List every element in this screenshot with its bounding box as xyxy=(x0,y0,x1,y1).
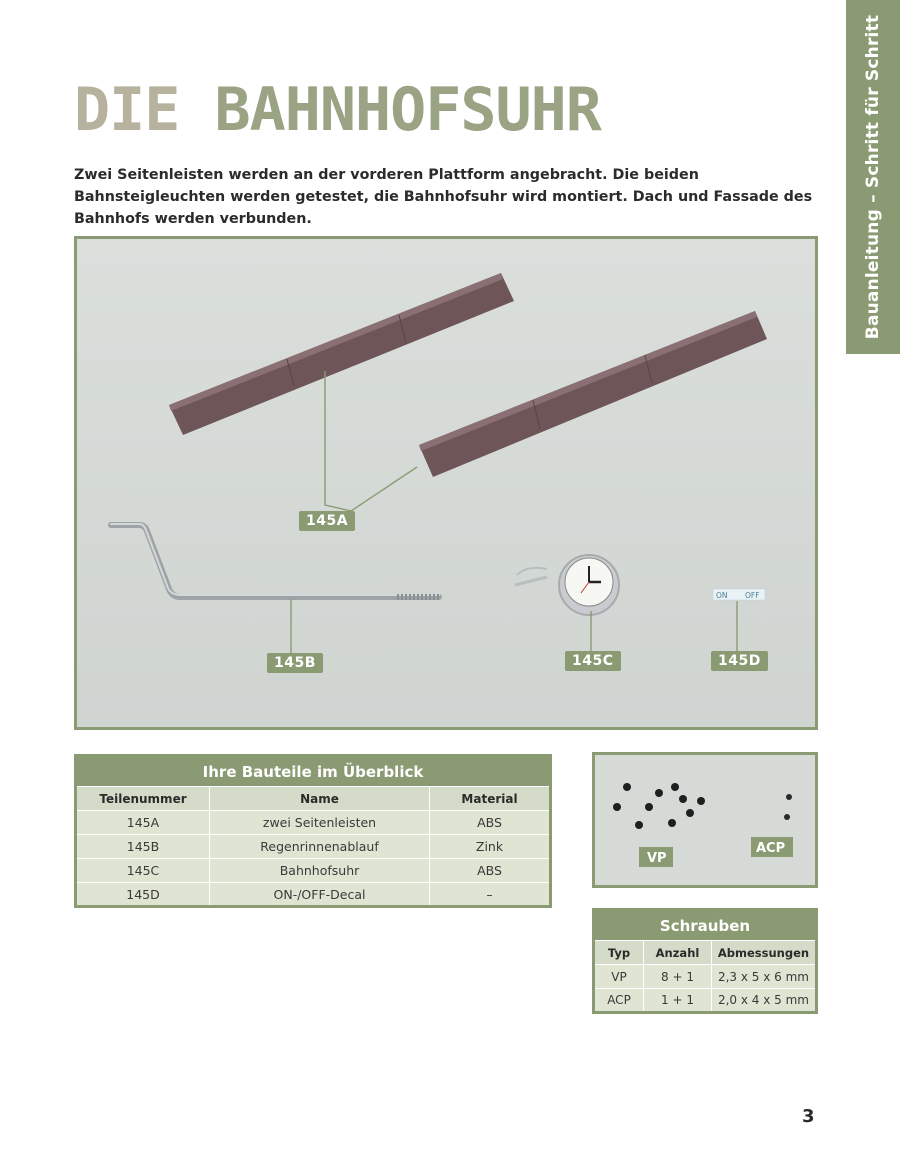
screws-table xyxy=(592,908,818,1014)
acp-label: ACP xyxy=(756,841,786,856)
screws-photo xyxy=(592,752,818,888)
parts-col-header: Material xyxy=(430,787,551,811)
parts-table-title: Ihre Bauteile im Überblick xyxy=(76,756,551,787)
screw-type: VP xyxy=(594,965,644,989)
screws-table-title: Schrauben xyxy=(594,910,817,941)
part-name: ON-/OFF-Decal xyxy=(210,883,430,907)
part-number: 145D xyxy=(76,883,210,907)
part-number: 145A xyxy=(76,811,210,835)
part-number: 145B xyxy=(76,835,210,859)
screw-type: ACP xyxy=(594,989,644,1013)
screws-col-header: Abmessungen xyxy=(712,941,817,965)
parts-photo xyxy=(74,236,818,730)
parts-col-header: Name xyxy=(210,787,430,811)
label-145a: 145A xyxy=(299,511,355,531)
decal-off-text: OFF xyxy=(745,591,760,600)
screws-col-header: Anzahl xyxy=(644,941,712,965)
part-name: Bahnhofsuhr xyxy=(210,859,430,883)
screw-dimensions: 2,0 x 4 x 5 mm xyxy=(712,989,817,1013)
screw-dimensions: 2,3 x 5 x 6 mm xyxy=(712,965,817,989)
table-row xyxy=(594,989,817,1013)
screws-col-header: Typ xyxy=(594,941,644,965)
label-145b: 145B xyxy=(267,653,323,673)
screw-count: 8 + 1 xyxy=(644,965,712,989)
screw-count: 1 + 1 xyxy=(644,989,712,1013)
table-row xyxy=(76,811,551,835)
page-title-word-1: DIE xyxy=(74,75,180,145)
parts-photo-drawing xyxy=(77,239,815,727)
part-name: zwei Seitenleisten xyxy=(210,811,430,835)
intro-text: Zwei Seitenleisten werden an der vorderen Plattform angebracht. Die beiden Bahnsteigleuchten werden getestet, die Bahnhofsuhr wird montiert. Dach und Fassade des Bahnhofs werden verbunden. xyxy=(74,167,813,227)
parts-col-header: Teilenummer xyxy=(76,787,210,811)
chapter-side-tab xyxy=(846,0,900,354)
page-title xyxy=(74,75,601,145)
page-title-word-2: BAHNHOFSUHR xyxy=(214,75,601,145)
part-material: – xyxy=(430,883,551,907)
part-material: ABS xyxy=(430,859,551,883)
part-name: Regenrinnenablauf xyxy=(210,835,430,859)
table-row xyxy=(594,965,817,989)
label-145d: 145D xyxy=(711,651,768,671)
part-material: ABS xyxy=(430,811,551,835)
page-number: 3 xyxy=(802,1106,815,1127)
vp-label: VP xyxy=(647,851,667,866)
table-row xyxy=(76,883,551,907)
table-row xyxy=(76,835,551,859)
chapter-side-tab-label: Bauanleitung – Schritt für Schritt xyxy=(863,14,884,340)
screws-photo-drawing xyxy=(595,755,815,885)
decal-on-text: ON xyxy=(716,591,728,600)
part-material: Zink xyxy=(430,835,551,859)
table-row xyxy=(76,859,551,883)
parts-overview-table xyxy=(74,754,552,908)
part-number: 145C xyxy=(76,859,210,883)
screws-photo-background xyxy=(595,755,815,885)
on-off-decal xyxy=(713,589,765,600)
label-145c: 145C xyxy=(565,651,621,671)
